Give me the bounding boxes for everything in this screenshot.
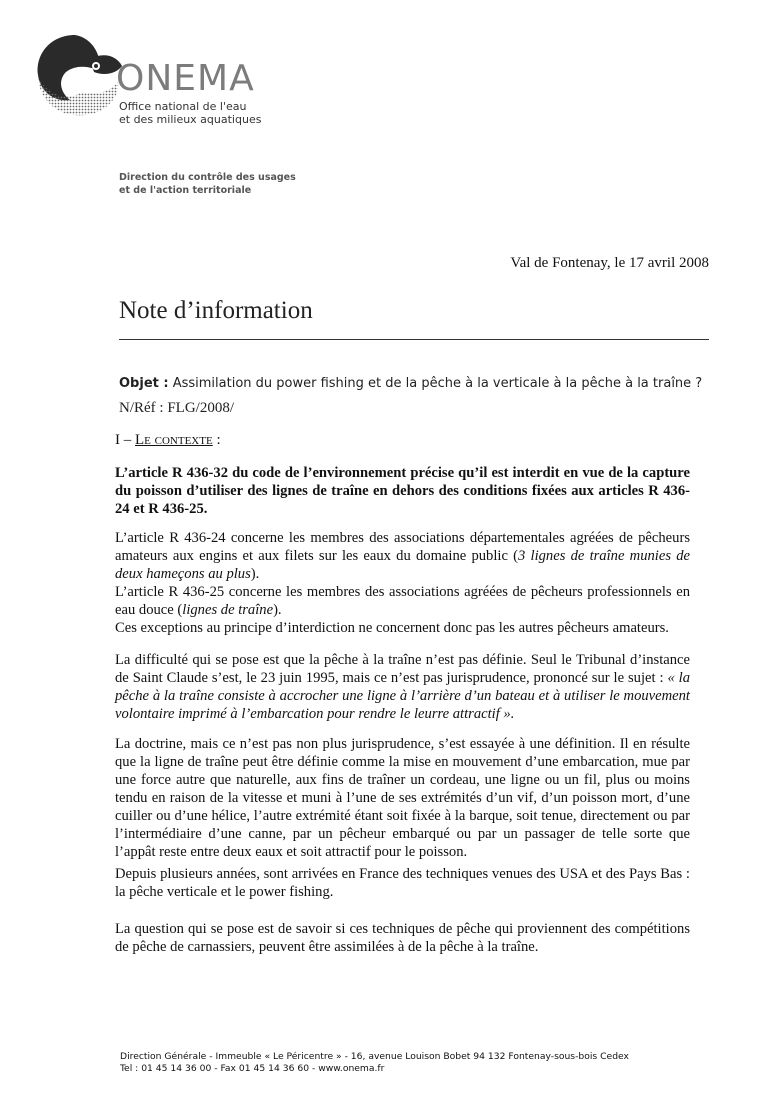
paragraph-2a-text: L’article R 436-24 concerne les membres des associations départementales agréées de pêcheurs amateurs aux engins et aux filets sur les eaux du domaine public ( bbox=[115, 530, 690, 564]
paragraph-2b-end: ). bbox=[273, 602, 282, 618]
paragraph-2b-italic: lignes de traîne bbox=[182, 602, 274, 618]
title-divider bbox=[119, 339, 709, 340]
paragraph-1: L’article R 436-32 du code de l’environnement précise qu’il est interdit en vue de la capture du poisson d’utiliser des lignes de traîne en dehors des conditions fixées aux articles R 436-24 et R 436-25. bbox=[115, 465, 690, 517]
subject-label: Objet : bbox=[119, 376, 169, 391]
document-date: Val de Fontenay, le 17 avril 2008 bbox=[510, 255, 709, 271]
subject-text: Assimilation du power fishing et de la pêche à la verticale à la pêche à la traîne ? bbox=[168, 376, 703, 391]
paragraph-3 bbox=[115, 651, 690, 723]
footer-address: Direction Générale - Immeuble « Le Péricentre » - 16, avenue Louison Bobet 94 132 Fontenay-sous-bois Cedex bbox=[120, 1051, 629, 1062]
document-title: Note d’information bbox=[119, 297, 313, 324]
paragraph-2 bbox=[115, 529, 690, 637]
section-heading bbox=[115, 432, 221, 449]
logo-subtitle bbox=[119, 100, 339, 126]
logo-subtitle-line-2: et des milieux aquatiques bbox=[119, 113, 262, 126]
paragraph-2a-end: ). bbox=[250, 566, 260, 582]
paragraph-2a-italic: 3 lignes de traîne munies de deux hameçons au plus bbox=[115, 548, 690, 582]
footer-contact: Tel : 01 45 14 36 00 - Fax 01 45 14 36 60 - www.onema.fr bbox=[120, 1063, 385, 1074]
paragraph-4: La doctrine, mais ce n’est pas non plus jurisprudence, s’est essayée à une définition. Il en résulte que la ligne de traîne peut être définie comme la mise en mouvement d’une embarcation, mue par une force autre que naturelle, aux fins de traîner un cordeau, une ligne ou un fil, plus ou moins tendu en raison de la vitesse et muni à l’une de ses extrémités d’un vif, d’un poisson mort, d’une cuiller ou d’une hélice, l’autre extrémité étant soit fixée à la barque, soit tenue, directement ou par l’intermédiaire d’une canne, par un pêcheur embarqué ou par un passager de telle sorte que l’appât reste entre deux eaux et soit attractif pour le poisson. bbox=[115, 736, 690, 860]
paragraph-6: La question qui se pose est de savoir si ces techniques de pêche qui proviennent des compétitions de pêche de carnassiers, peuvent être assimilées à de la pêche à la traîne. bbox=[115, 921, 690, 955]
section-colon: : bbox=[212, 432, 221, 448]
section-title: Le contexte bbox=[135, 432, 213, 448]
onema-logo-icon bbox=[30, 30, 130, 120]
reference-number: N/Réf : FLG/2008/ bbox=[119, 400, 234, 416]
department-label bbox=[119, 171, 379, 197]
department-line-1: Direction du contrôle des usages bbox=[119, 172, 296, 183]
paragraph-2c-text: Ces exceptions au principe d’interdiction ne concernent donc pas les autres pêcheurs amateurs. bbox=[115, 620, 669, 636]
page-footer bbox=[120, 1051, 629, 1075]
paragraph-5: Depuis plusieurs années, sont arrivées en France des techniques venues des USA et des Pays Bas : la pêche verticale et le power fishing. bbox=[115, 866, 690, 900]
paragraph-3-quote: « la pêche à la traîne consiste à accrocher une ligne à l’arrière d’un bateau et à utiliser le mouvement volontaire imprimé à l’embarcation pour rendre le leurre attractif ». bbox=[115, 670, 691, 722]
subject-line bbox=[119, 376, 702, 391]
section-number: I – bbox=[115, 432, 135, 448]
paragraph-3-text: La difficulté qui se pose est que la pêche à la traîne n’est pas définie. Seul le Tribunal d’instance de Saint Claude s’est, le 23 juin 1995, mais ce n’est pas jurisprudence, prononcé sur le sujet : bbox=[115, 652, 690, 686]
logo-wordmark: ONEMA bbox=[116, 58, 255, 99]
paragraph-2b-text: L’article R 436-25 concerne les membres des associations agréées de pêcheurs professionnels en eau douce ( bbox=[115, 584, 690, 618]
department-line-2: et de l'action territoriale bbox=[119, 185, 252, 196]
logo-subtitle-line-1: Office national de l'eau bbox=[119, 100, 247, 113]
